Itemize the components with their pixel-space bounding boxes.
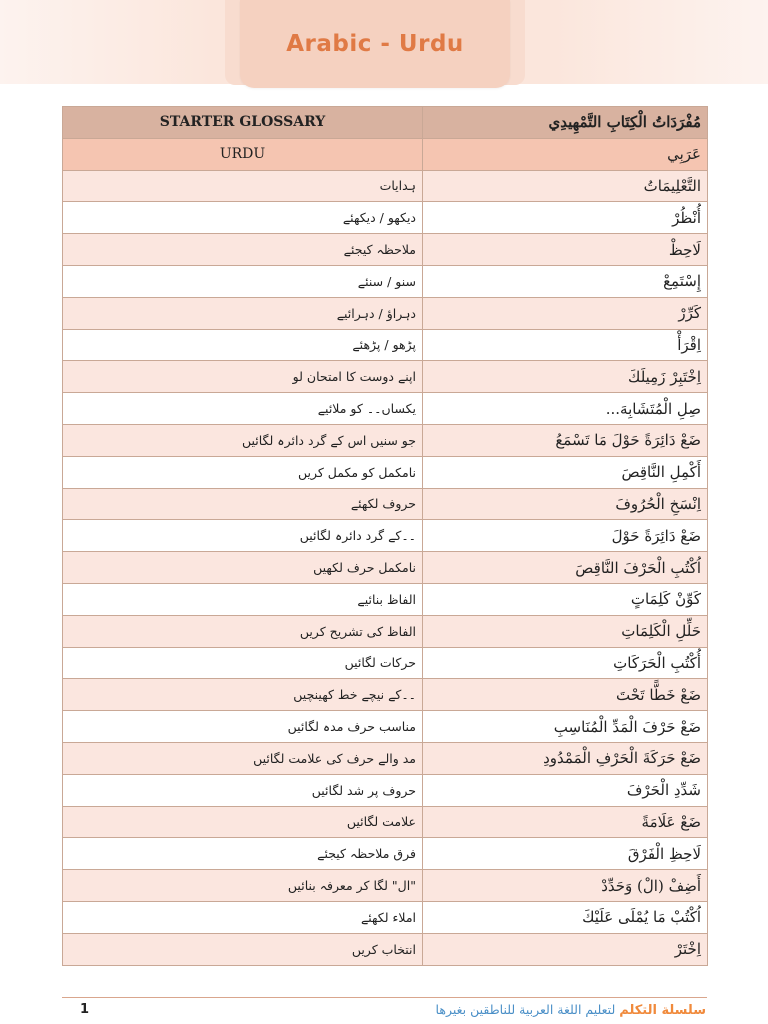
table-row	[63, 202, 708, 234]
urdu-term: فرق ملاحظہ کیجئے	[63, 838, 423, 870]
arabic-term: شَدِّدِ الْحَرْفَ	[423, 774, 708, 806]
series-title-rest: لتعليم اللغة العربية للناطقين بغيرها	[435, 1002, 616, 1017]
urdu-term: حروف لکھئے	[63, 488, 423, 520]
arabic-term: اِخْتَبِرْ زَمِيلَكَ	[423, 361, 708, 393]
table-row	[63, 488, 708, 520]
table-row	[63, 297, 708, 329]
series-title	[436, 1002, 706, 1018]
table-row	[63, 615, 708, 647]
arabic-term: لَاحِظِ الْفَرْقَ	[423, 838, 708, 870]
table-row	[63, 711, 708, 743]
urdu-term: سنو / سنئے	[63, 265, 423, 297]
page-number: 1	[80, 1002, 90, 1017]
arabic-term: أَضِفْ (الْ) وَحَدِّدْ	[423, 870, 708, 902]
table-row	[63, 933, 708, 965]
arabic-term: ضَعْ عَلَامَةً	[423, 806, 708, 838]
header-starter-glossary: STARTER GLOSSARY	[63, 107, 423, 139]
urdu-term: دہراؤ / دہرائیے	[63, 297, 423, 329]
urdu-term: حروف پر شد لگائیں	[63, 774, 423, 806]
arabic-term: لَاحِظْ	[423, 234, 708, 266]
table-row	[63, 424, 708, 456]
table-row	[63, 361, 708, 393]
urdu-term: املاء لکھئے	[63, 901, 423, 933]
urdu-term: ۔۔کے گرد دائرہ لگائیں	[63, 520, 423, 552]
urdu-term: ہدایات	[63, 170, 423, 202]
arabic-term: اُكْتُبْ مَا يُمْلَى عَلَيْكَ	[423, 901, 708, 933]
urdu-term: الفاظ بنائیے	[63, 583, 423, 615]
table-subheader-row	[63, 138, 708, 170]
arabic-term: اِخْتَرْ	[423, 933, 708, 965]
subheader-arabic: عَرَبِي	[423, 138, 708, 170]
urdu-term: مناسب حرف مدہ لگائیں	[63, 711, 423, 743]
table-row	[63, 265, 708, 297]
arabic-term: اُكْتُبِ الْحَرْفَ النَّاقِصَ	[423, 552, 708, 584]
table-row	[63, 520, 708, 552]
arabic-term: صِلِ الْمُتَشَابِهَ...	[423, 393, 708, 425]
table-row	[63, 806, 708, 838]
urdu-term: نامکمل کو مکمل کریں	[63, 456, 423, 488]
table-header-row	[63, 107, 708, 139]
table-row	[63, 679, 708, 711]
table-row	[63, 647, 708, 679]
table-row	[63, 838, 708, 870]
urdu-term: انتخاب کریں	[63, 933, 423, 965]
urdu-term: جو سنیں اس کے گرد دائرہ لگائیں	[63, 424, 423, 456]
footer-divider	[62, 997, 707, 998]
urdu-term: علامت لگائیں	[63, 806, 423, 838]
table-row	[63, 774, 708, 806]
urdu-term: یکساں۔۔ کو ملائیے	[63, 393, 423, 425]
arabic-term: ضَعْ حَرْفَ الْمَدِّ الْمُنَاسِبِ	[423, 711, 708, 743]
arabic-term: كَرِّرْ	[423, 297, 708, 329]
urdu-term: مد والے حرف کی علامت لگائیں	[63, 742, 423, 774]
urdu-term: نامکمل حرف لکھیں	[63, 552, 423, 584]
urdu-term: اپنے دوست کا امتحان لو	[63, 361, 423, 393]
table-row	[63, 456, 708, 488]
table-row	[63, 234, 708, 266]
urdu-term: دیکھو / دیکھئے	[63, 202, 423, 234]
urdu-term: حرکات لگائیں	[63, 647, 423, 679]
series-title-main: سلسلة التكلم	[619, 1003, 706, 1018]
table-row	[63, 901, 708, 933]
urdu-term: ملاحظہ کیجئے	[63, 234, 423, 266]
arabic-term: ضَعْ دَائِرَةً حَوْلَ	[423, 520, 708, 552]
arabic-term: حَلِّلِ الْكَلِمَاتِ	[423, 615, 708, 647]
arabic-term: إِسْتَمِعْ	[423, 265, 708, 297]
arabic-term: أُكْتُبِ الْحَرَكَاتِ	[423, 647, 708, 679]
urdu-term: ۔۔کے نیچے خط کھینچیں	[63, 679, 423, 711]
arabic-term: ضَعْ خَطًّا تَحْتَ	[423, 679, 708, 711]
table-row	[63, 742, 708, 774]
arabic-term: أُنْظُرْ	[423, 202, 708, 234]
urdu-term: "ال" لگا کر معرفہ بنائیں	[63, 870, 423, 902]
header-arabic-title: مُفْرَدَاتُ الْكِتَابِ التَّمْهِيدِي	[423, 107, 708, 139]
arabic-term: اِنْسَخِ الْحُرُوفَ	[423, 488, 708, 520]
table-row	[63, 552, 708, 584]
arabic-term: أَكْمِلِ النَّاقِصَ	[423, 456, 708, 488]
table-row	[63, 170, 708, 202]
table-row	[63, 870, 708, 902]
arabic-term: ضَعْ حَرَكَةَ الْحَرْفِ الْمَمْدُودِ	[423, 742, 708, 774]
table-row	[63, 583, 708, 615]
table-row	[63, 393, 708, 425]
arabic-term: التَّعْلِيمَاتُ	[423, 170, 708, 202]
arabic-term: كَوِّنْ كَلِمَاتٍ	[423, 583, 708, 615]
urdu-term: پڑھو / پڑھئے	[63, 329, 423, 361]
urdu-term: الفاظ کی تشریح کریں	[63, 615, 423, 647]
page-title: Arabic - Urdu	[286, 31, 464, 57]
arabic-term: اِقْرَأْ	[423, 329, 708, 361]
arabic-term: ضَعْ دَائِرَةً حَوْلَ مَا تَسْمَعُ	[423, 424, 708, 456]
table-row	[63, 329, 708, 361]
glossary-table	[62, 106, 708, 966]
subheader-urdu: URDU	[63, 138, 423, 170]
